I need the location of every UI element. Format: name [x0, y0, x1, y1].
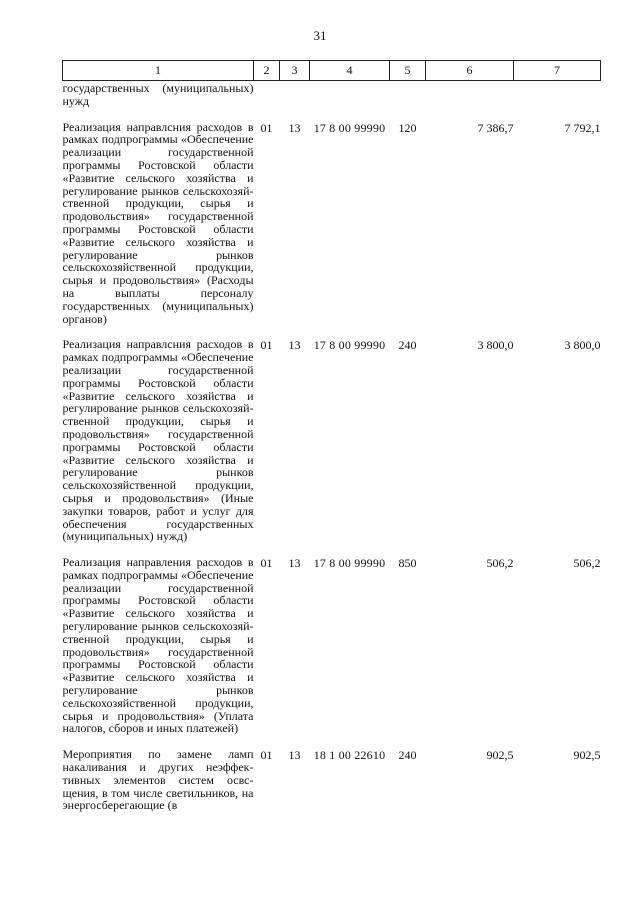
- row-description: Мероприятия по замене ламп накаливания и других неэффективных элементов систем освсщения, в том числе светильников, на энергосберегающие (в: [62, 747, 254, 813]
- row-subsection: 13: [288, 748, 301, 763]
- row-target-code: [310, 81, 390, 108]
- table-row: [63, 108, 601, 326]
- row-subsection: 13: [288, 338, 301, 353]
- row-expense-type: 240: [398, 748, 417, 763]
- table-row: [63, 543, 601, 735]
- row-section: [254, 81, 280, 108]
- column-header-6: 6: [426, 61, 514, 81]
- row-amount-2: 902,5: [573, 748, 601, 763]
- row-expense-type: 240: [398, 338, 417, 353]
- row-target-code: 17 8 00 99990: [313, 120, 386, 135]
- row-expense-type: 120: [398, 120, 417, 135]
- row-description: Реализация направления расходов в рамках подпрограммы «Обеспечение реализации государственной программы Ростовской области «Развитие сельского хозяйства и регулирование рынков сельскохозяйственной продукции, сырья и продовольствия» государственной программы Ростовской области «Развитие сельского хозяйства и регулирование рынков сельскохозяйственной продукции, сырья и продовольствия» (Уплата налогов, сборов и иных платежей): [62, 555, 254, 736]
- row-subsection: [280, 81, 310, 108]
- row-description: Реализация направлсния расходов в рамках подпрограммы «Обеспечение реализации государственной программы Ростовской области «Развитие сельского хозяйства и регулирование рынков сельскохозяйственной продукции, сырья и продовольствия» государственной программы Ростовской области «Развитие сельского хозяйства и регулирование рынков сельскохозяйственной продукции, сырья и продовольствия» (Иные закупки товаров, работ и услуг для обеспечения государственных (муниципальных) нужд): [62, 337, 254, 544]
- column-header-2: 2: [254, 61, 280, 81]
- row-target-code: 17 8 00 99990: [313, 556, 386, 571]
- row-amount-1: 7 386,7: [477, 120, 514, 135]
- row-section: 01: [260, 556, 273, 571]
- row-amount-1: 506,2: [486, 556, 514, 571]
- row-amount-2: [514, 81, 601, 108]
- row-description: Реализация направлсния расходов в рамках подпрограммы «Обеспечение реализации государственной программы Ростовской области «Развитие сельского хозяйства и регулирование рынков сельскохозяйственной продукции, сырья и продовольствия» государственной программы Ростовской области «Развитие сельского хозяйства и регулирование рынков сельскохозяйственной продукции, сырья и продовольствия» (Расходы на выплаты персоналу государственных (муниципальных) органов): [62, 119, 254, 326]
- row-amount-1: 902,5: [486, 748, 514, 763]
- row-amount-1: [426, 81, 514, 108]
- budget-table: [62, 60, 601, 812]
- page-number: 31: [313, 28, 327, 43]
- table-row: [63, 81, 601, 108]
- row-amount-2: 7 792,1: [564, 120, 601, 135]
- column-header-1: 1: [63, 61, 254, 81]
- table-header-row: [63, 61, 601, 81]
- column-header-7: 7: [514, 61, 601, 81]
- row-target-code: 17 8 00 99990: [313, 338, 386, 353]
- row-section: 01: [260, 748, 273, 763]
- row-description: государственных (муниципальных) нужд: [62, 81, 254, 108]
- column-header-5: 5: [390, 61, 426, 81]
- column-header-3: 3: [280, 61, 310, 81]
- row-amount-2: 3 800,0: [564, 338, 601, 353]
- table-row: [63, 325, 601, 543]
- row-subsection: 13: [288, 556, 301, 571]
- row-section: 01: [260, 120, 273, 135]
- column-header-4: 4: [310, 61, 390, 81]
- row-subsection: 13: [288, 120, 301, 135]
- row-expense-type: [390, 81, 426, 108]
- row-amount-2: 506,2: [573, 556, 601, 571]
- row-target-code: 18 1 00 22610: [313, 748, 386, 763]
- row-amount-1: 3 800,0: [477, 338, 514, 353]
- row-section: 01: [260, 338, 273, 353]
- table-row: [63, 735, 601, 812]
- row-expense-type: 850: [398, 556, 417, 571]
